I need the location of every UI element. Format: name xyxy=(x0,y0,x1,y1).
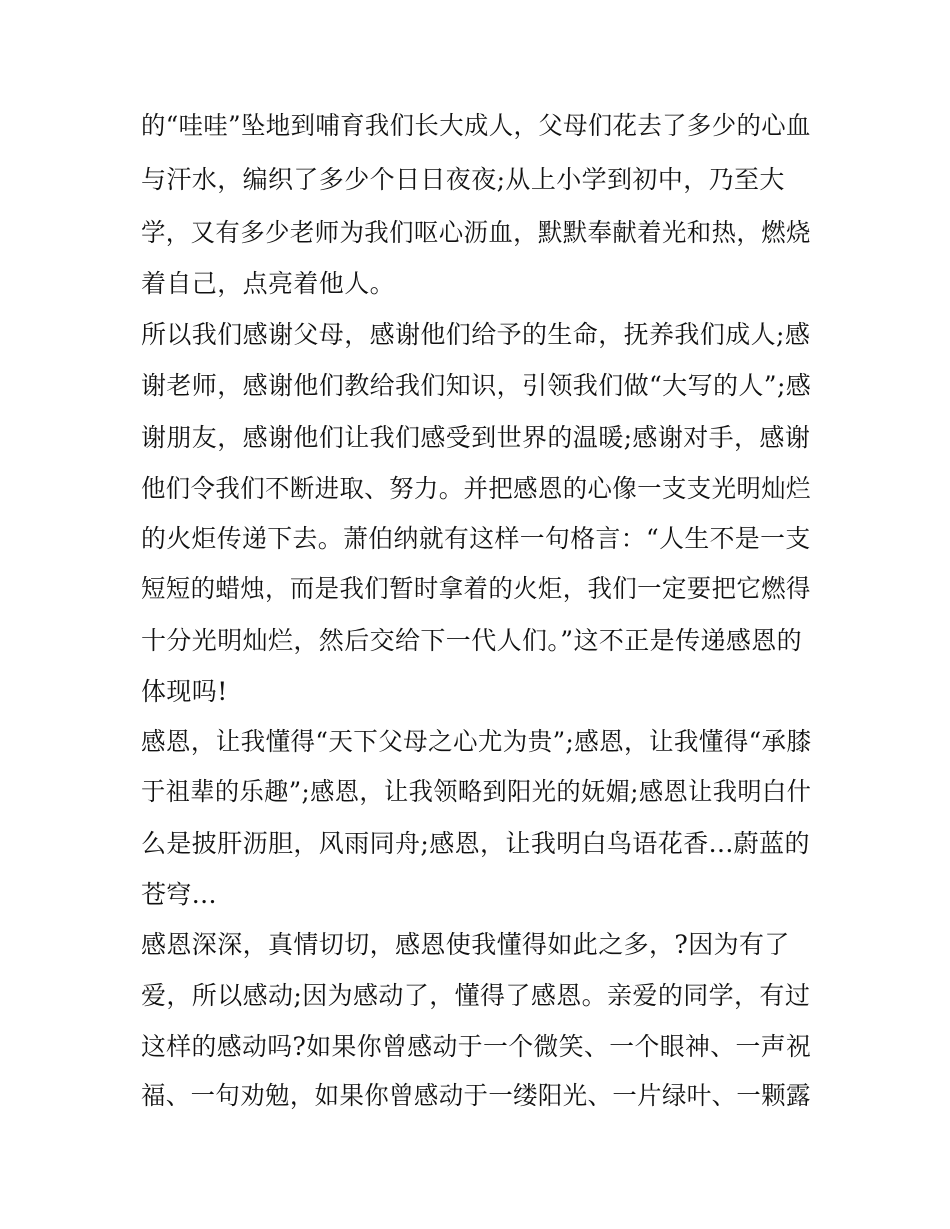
text-line: 感恩，让我懂得“天下父母之心尤为贵”;感恩，让我懂得“承膝 xyxy=(141,727,812,756)
text-line: 爱，所以感动;因为感动了，懂得了感恩。亲爱的同学，有过 xyxy=(141,981,811,1010)
text-line: 于祖辈的乐趣”;感恩，让我领略到阳光的妩媚;感恩让我明白什 xyxy=(141,777,812,806)
text-line: 所以我们感谢父母，感谢他们给予的生命，抚养我们成人;感 xyxy=(141,320,811,349)
text-line: 着自己，点亮着他人。 xyxy=(141,269,396,298)
text-line: 与汗水，编织了多少个日日夜夜;从上小学到初中，乃至大 xyxy=(141,165,785,194)
text-line: 感恩深深，真情切切，感恩使我懂得如此之多，?因为有了 xyxy=(141,930,790,959)
text-line: 谢朋友，感谢他们让我们感受到世界的温暖;感谢对手，感谢 xyxy=(141,423,811,452)
text-line: 十分光明灿烂，然后交给下一代人们。”这不正是传递感恩的 xyxy=(141,626,803,655)
text-line: 他们令我们不断进取、努力。并把感恩的心像一支支光明灿烂 xyxy=(141,474,811,503)
text-line: 苍穹... xyxy=(141,880,217,909)
text-line: 么是披肝沥胆，风雨同舟;感恩，让我明白鸟语花香...蔚蓝的 xyxy=(141,829,810,858)
text-line: 短短的蜡烛，而是我们暂时拿着的火炬，我们一定要把它燃得 xyxy=(141,574,811,603)
text-line: 体现吗! xyxy=(141,677,228,706)
text-line: 这样的感动吗?如果你曾感动于一个微笑、一个眼神、一声祝 xyxy=(141,1032,812,1061)
text-line: 福、一句劝勉，如果你曾感动于一缕阳光、一片绿叶、一颗露 xyxy=(141,1081,811,1110)
text-line: 谢老师，感谢他们教给我们知识，引领我们做“大写的人”;感 xyxy=(141,371,812,400)
text-line: 的“哇哇”坠地到哺育我们长大成人，父母们花去了多少的心血 xyxy=(141,111,811,140)
text-line: 学，又有多少老师为我们呕心沥血，默默奉献着光和热，燃烧 xyxy=(141,218,811,247)
text-line: 的火炬传递下去。萧伯纳就有这样一句格言：“人生不是一支 xyxy=(141,524,811,553)
